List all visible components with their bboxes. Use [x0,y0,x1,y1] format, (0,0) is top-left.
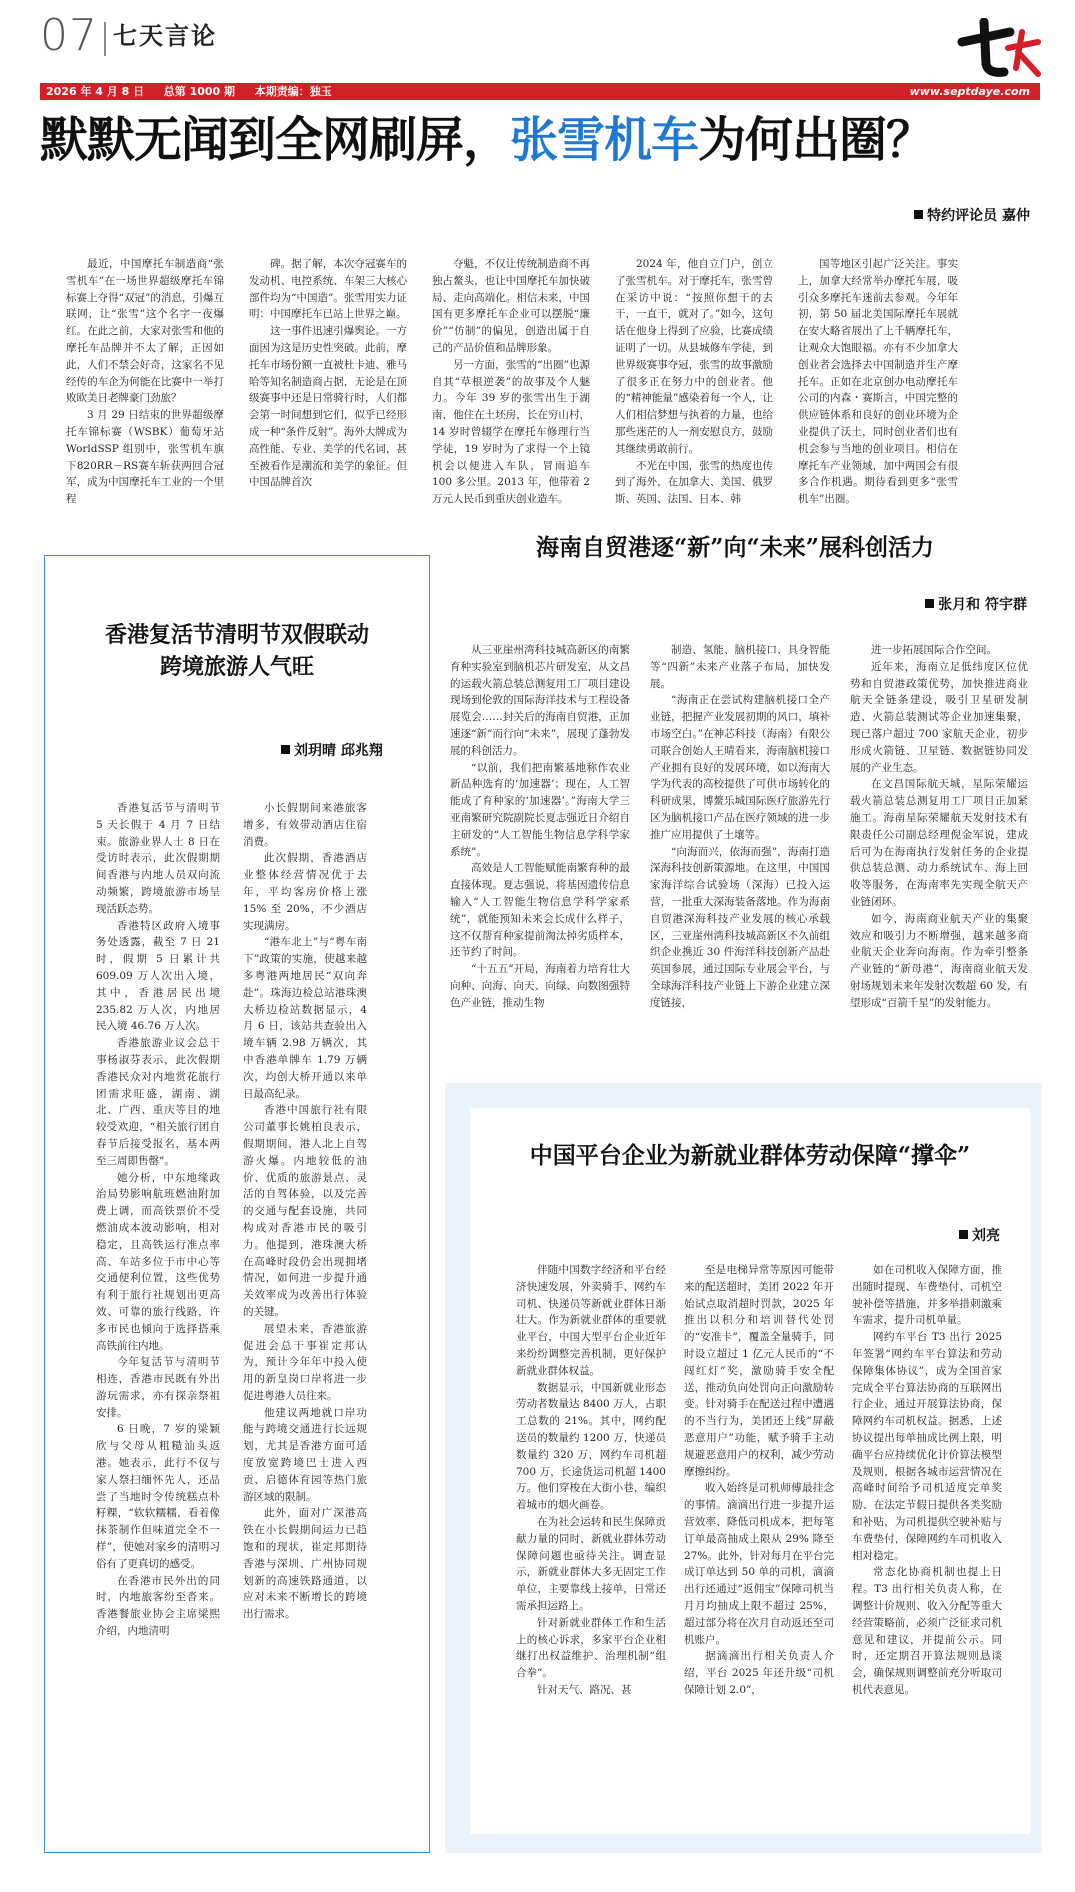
paragraph: 香港旅游业议会总干事杨淑芬表示，此次假期香港民众对内地赏花旅行团需求旺盛，湖南、湖北、广西、重庆等目的地较受欢迎，“相关旅行团自春节后接受报名，基本两至三周即售罄”。 [96,1037,220,1167]
paragraph: 如今，海南商业航天产业的集聚效应和吸引力不断增强，越来越多商业航天企业奔向海南。作为牵引整条产业链的“新母港”，海南商业航天发射场规划未来年发射次数超 60 发，有望形成“百箭千星”的发射能力。 [850,912,1028,1009]
paragraph: “以前，我们把南繁基地称作农业新品种选育的‘加速器’；现在，人工智能成了育种家的‘加速器’。”海南大学三亚南繁研究院副院长夏志强近日介绍自主研发的“人工智能生物信息学科学家系统”。 [450,761,630,858]
paragraph: 碑。据了解，本次夺冠赛车的发动机、电控系统、车架三大核心部件均为“中国造”。张雪用实力证明：中国摩托车已站上世界之巅。 [249,258,407,321]
hainan-col-3 [850,642,1028,1070]
main-col-2 [249,256,407,541]
paragraph: 在香港市民外出的同时，内地旅客纷至沓来。香港餐旅业协会主席梁熙介绍，内地清明 [96,1574,220,1638]
paragraph: 收入始终是司机师傅最挂念的事情。滴滴出行进一步提升运营效率、降低司机成本，把每笔订单最高抽成上限从 29% 降至 27%。此外，针对每月在平台完成订单达到 50 单的司机，滴滴出行还通过“返佣宝”保障司机当月月均抽成上限不超过 25%，超过部分将在次月自动返还至司机账户。 [684,1482,834,1646]
newspaper-logo [950,18,1042,84]
paragraph: 她分析，中东地缘政治局势影响航班燃油附加费上调，而高铁票价不受燃油成本波动影响，相对稳定，且高铁运行准点率高、车站多位于市中心等交通便利位置，这些优势有利于旅行社规划出更高效、可靠的旅行线路，许多市民也倾向于选择搭乘高铁前往内地。 [96,1171,220,1352]
paragraph: 2024 年，他自立门户，创立了张雪机车。对于摩托车，张雪曾在采访中说：“按照你想干的去干，一直干，就对了。”如今，这句话在他身上得到了应验，比赛成绩证明了一切。从县城修车学徒，到世界级赛事夺冠，张雪的故事激励了很多正在努力中的创业者。他的“精神能量”感染着每一个人，让人们相信梦想与执着的力量，也给那些迷茫的人一剂安慰良方，鼓励其继续勇敢前行。 [615,258,773,455]
issue-date: 2026 年 4 月 8 日 [46,85,145,98]
headline-part1: 默默无闻到全网刷屏， [40,112,511,168]
paragraph: 针对天气、路况、甚 [537,1683,632,1696]
paragraph: 他建议两地就口岸功能与跨境交通进行长远规划，尤其是香港方面可适度放宽跨境巴士进入西贡、启德体育园等热门旅游区域的限制。 [243,1406,367,1503]
hainan-col-1 [450,642,630,1070]
hainan-byline: 张月和 符宇群 [925,594,1027,614]
paragraph: 香港特区政府入境事务处透露，截至 7 日 21 时，假期 5 日累计共 609.09 万人次出入境，其中，香港居民出境 235.82 万人次，内地居民入境 46.76 万人次。 [96,919,220,1033]
hk-title-line1: 香港复活节清明节双假联动 [104,622,369,648]
page-number-divider [104,22,106,56]
paragraph: 在为社会运转和民生保障贡献力量的同时，新就业群体劳动保障问题也亟待关注。调查显示，新就业群体大多无固定工作单位，主要靠线上接单，日常还需承担运路上。 [516,1515,666,1612]
issue-editor: 本期责编：独玉 [254,85,332,98]
paragraph: 此外，面对广深港高铁在小长假期间运力已趋饱和的现状，崔定邦期待香港与深圳、广州协同规划新的高速铁路通道，以应对未来不断增长的跨境出行需求。 [243,1507,367,1621]
paragraph: 另一方面，张雪的“出圈”也源自其“草根逆袭”的故事及个人魅力。今年 39 岁的张雪出生于湖南，他住在土坯房，长在穷山村，14 岁时曾辍学在摩托车修理行当学徒，19 岁时为了求得一个上镜机会以便进入车队，冒雨追车 100 多公里。2013 年，他带着 2 万元人民币到重庆创业造车。 [432,358,590,506]
paragraph: 据滴滴出行相关负责人介绍，平台 2025 年还升级“司机保障计划 2.0”， [684,1650,834,1696]
paragraph: 进一步拓展国际合作空间。 [871,644,997,656]
paragraph: 夺魁，不仅让传统制造商不再独占鳌头，也让中国摩托车加快破局、走向高端化。相信未来，中国国有更多摩托车企业可以摆脱“廉价”“仿制”的偏见，创造出属于自己的产品价值和品牌形象。 [432,258,590,354]
hainan-title: 海南自贸港逐“新”向“未来”展科创活力 [536,534,934,561]
page-number: 07 [40,10,98,61]
main-headline [40,108,1050,172]
platform-col-2 [684,1262,834,1817]
headline-part3: 为何出圈？ [698,112,934,168]
paragraph: 国等地区引起广泛关注。事实上，加拿大经常举办摩托车展，吸引众多摩托车迷前去参观。今年年初，第 50 届北美国际摩托车展就在安大略省展出了上千辆摩托车，让观众大饱眼福。亦有不少加拿大创业者会选择去中国制造并生产摩托车。正如在北京创办电动摩托车公司的内森・赛斯言，中国完整的供应链体系和良好的创业环境为企业提供了沃土，同时创业者们也有机会参与当地的创业项目。相信在摩托车产业领域，加中两国会有很多合作机遇。期待看到更多“张雪机车”出圈。 [798,258,958,506]
platform-byline: 刘亮 [959,1225,1000,1245]
paragraph: “海南正在尝试构建脑机接口全产业链，把握产业发展初期的风口，填补市场空白。”在神芯科技（海南）有限公司联合创始人王晴看来，海南脑机接口产业拥有良好的发展环境，如以海南大学为代表的高校提供了可供市场转化的科研成果，博鳌乐城国际医疗旅游先行区为脑机接口产品在医疗领域的进一步推广应用提供了土壤等。 [650,694,830,841]
paragraph: 网约车平台 T3 出行 2025 年签署“网约车平台算法和劳动保障集体协议”，成为全国首家完成全平台算法协商的互联网出行企业，通过开展算法协商，保障网约车司机权益。据悉，上述协议提出每单抽成比例上限，明确平台应持续优化计价算法模型及规则，根据各城市运营情况在高峰时间给予司机适度完单奖励、在法定节假日提供各类奖励和补贴，为司机提供空驶补贴与车费垫付，保障网约车司机收入相对稳定。 [852,1331,1002,1562]
paragraph: 香港中国旅行社有限公司董事长姚柏良表示，假期期间，港人北上自驾游火爆。内地较低的油价、优质的旅游景点、灵活的自驾体验，以及完善的交通与配套设施，共同构成对香港市民的吸引力。他提到，港珠澳大桥在高峰时段仍会出现拥堵情况，如何进一步提升通关效率成为改善出行体验的关键。 [243,1104,367,1318]
headline-highlight: 张雪机车 [510,112,699,168]
paragraph: 6 日晚，7 岁的梁颖欣与父母从粗糙汕头返港。她表示，此行不仅与家人祭扫缅怀先人，还品尝了当地时令传统糕点朴籽粿，“软软糯糯，看着像抹茶制作但味道完全不一样”，使她对家乡的清明习俗有了更真切的感受。 [96,1423,220,1570]
hainan-col-2 [650,642,830,1070]
hk-title-line2: 跨境旅游人气旺 [159,654,314,680]
issue-info [46,84,332,99]
paragraph: 常态化协商机制也提上日程。T3 出行相关负责人称，在调整计价规则、收入分配等重大经营策略前，必须广泛征求司机意见和建议，并提前公示。同时，还定期召开算法规则恳谈会，确保规则调整前充分听取司机代表意见。 [852,1566,1002,1696]
paragraph: 此次假期，香港酒店业整体经营情况优于去年，平均客房价格上涨 15% 至 20%，不少酒店实现满房。 [243,852,367,932]
seven-days-logo-icon [950,18,1042,84]
paragraph: 伴随中国数字经济和平台经济快速发展，外卖骑手、网约车司机、快递员等新就业群体日渐壮大。作为新就业群体的重要就业平台，中国大型平台企业近年来纷纷调整完善机制，更好保护新就业群体权益。 [516,1264,666,1377]
paragraph: 针对新就业群体工作和生活上的核心诉求，多家平台企业相继打出权益维护、治理机制“组合拳”。 [516,1616,666,1680]
paragraph: 从三亚崖州湾科技城高新区的南繁育种实验室到脑机芯片研发室，从文昌的运载火箭总装总测复用工厂项目建设现场到伦敦的国际海洋技术与工程设备展览会……封关后的海南自贸港，正加速逐“新”而行向“未来”，展现了蓬勃发展的科创活力。 [450,644,630,757]
paragraph: “港车北上”与“粤车南下”政策的实施，使越来越多粤港两地居民“双向奔赴”。珠海边检总站港珠澳大桥边检站数据显示，4 月 6 日，该站共查验出入境车辆 2.98 万辆次，其中香港单牌车 1.79 万辆次，均创大桥开通以来单日最高纪录。 [243,936,367,1100]
paragraph: 制造、氢能、脑机接口、具身智能等“四新”未来产业落子布局，加快发展。 [650,644,830,690]
paragraph: 3 月 29 日结束的世界超级摩托车锦标赛（WSBK）葡萄牙站WorldSSP 组别中，张雪机车旗下820RR－RS赛车斩获两回合冠军，成为中国摩托车工业的一个里程 [66,409,224,506]
main-col-3 [432,256,590,541]
paragraph: 近年来，海南立足低纬度区位优势和自贸港政策优势，加快推进商业航天全链条建设，吸引卫星研发制造、火箭总装测试等企业加速集聚，现已落户超过 700 家航天企业，初步形成火箭链、卫星链、数据链协同发展的产业生态。 [850,660,1028,774]
paragraph: 展望未来，香港旅游促进会总干事崔定邦认为，预计今年年中投入使用的新皇岗口岸将进一步促进粤港人员往来。 [243,1322,367,1402]
paragraph: “向海而兴，依海而强”，海南打造深海科技创新策源地。在这里，中国国家海洋综合试验场（深海）已投入运营，一批重大深海装备落地。作为海南自贸港深海科技产业发展的核心承载区，三亚崖州湾科技城高新区不久前组织企业携近 30 件海洋科技创新产品赴英国参展，通过国际专业展会平台，与全球海洋科技产业链上下游企业建立深度链接， [650,845,830,1009]
paragraph: 小长假期间来港旅客增多，有效带动酒店住宿消费。 [243,802,367,848]
issue-number: 总第 1000 期 [163,85,236,98]
paragraph: 这一事件迅速引爆舆论。一方面因为这是历史性突破。此前，摩托车市场份额一直被杜卡迪、雅马哈等知名制造商占据，无论是在顶级赛事中还是日常骑行时，人们都会第一时间想到它们，似乎已经形成一种“条件反射”。海外大牌成为高性能、专业、美学的代名词，甚至被看作是潮流和美学的象征。但中国品牌首次 [249,325,407,489]
website-url[interactable]: www.septdaye.com [909,85,1030,98]
platform-col-3 [852,1262,1002,1817]
paragraph: “十五五”开局，海南着力培育壮大向种、向海、向天、向绿、向数图强特色产业链，推动生物 [450,963,630,1009]
paragraph: 至是电梯异常等原因可能带来的配送超时，美团 2022 年开始试点取消超时罚款，2025 年推出以积分和培训替代处罚的“安准卡”，覆盖全量骑手，同时设立超过 1 亿元人民币的“不闯红灯”奖，激励骑手安全配送，推动负向处罚向正向激励转变。针对骑手在配送过程中遭遇的不当行为，美团还上线“屏蔽恶意用户”功能，赋予骑手主动规避恶意用户的权利，减少劳动摩擦纠纷。 [684,1264,834,1478]
section-title: 七天言论 [113,22,217,50]
platform-title: 中国平台企业为新就业群体劳动保障“撑伞” [529,1142,971,1169]
hk-col-2 [243,800,367,1830]
main-byline: 特约评论员 嘉仲 [914,205,1030,225]
hk-col-1 [96,800,220,1830]
platform-col-1 [516,1262,666,1817]
paragraph: 不光在中国，张雪的热度也传到了海外，在加拿大、美国、俄罗斯、英国、法国、日本、韩 [615,459,773,506]
paragraph: 今年复活节与清明节相连，香港市民既有外出游玩需求，亦有探亲祭祖安排。 [96,1356,220,1419]
main-col-5 [798,256,958,541]
main-col-4 [615,256,773,541]
paragraph: 数据显示，中国新就业形态劳动者数量达 8400 万人，占职工总数的 21%。其中，网约配送员的数量约 1200 万，快递员数量约 320 万，网约车司机超 700 万，长途货运司机超 1400 万。他们穿梭在大街小巷，编织着城市的烟火画卷。 [516,1381,666,1512]
paragraph: 如在司机收入保障方面，推出随时提现、车费垫付、司机空驶补偿等措施，并多举措刺激乘车需求，提升司机单量。 [852,1264,1002,1327]
paragraph: 香港复活节与清明节 5 天长假于 4 月 7 日结束。旅游业界人士 8 日在受访时表示，此次假期期间香港与内地人员双向流动频繁，跨境旅游市场呈现活跃态势。 [96,802,220,915]
hk-byline: 刘玥晴 邱兆翔 [281,740,383,760]
paragraph: 最近，中国摩托车制造商“张雪机车”在一场世界超级摩托车锦标赛上夺得“双冠”的消息，引爆互联网，让“张雪”这个名字一夜爆红。在此之前，大家对张雪和他的摩托车品牌并不太了解，正因如此，人们不禁会好奇，这家名不见经传的车企为何能在比赛中一举打败欧美日老牌豪门劲旅？ [66,258,224,405]
paragraph: 高效是人工智能赋能南繁育种的最直接体现。夏志强说，将基因遗传信息输入“人工智能生物信息学科学家系统”，就能预知未来会长成什么样子，这不仅帮育种家提前淘汰掉劣质样本，还节约了时间。 [450,862,630,959]
main-col-1 [66,256,224,541]
paragraph: 在文昌国际航天城，星际荣耀运载火箭总装总测复用工厂项目正加紧施工。海南星际荣耀航天发射技术有限责任公司副总经理倪金军说，建成后可为在海南执行发射任务的企业提供总装总测、动力系统试车、海上回收等服务，在海南率先实现全航天产业链闭环。 [850,778,1028,908]
